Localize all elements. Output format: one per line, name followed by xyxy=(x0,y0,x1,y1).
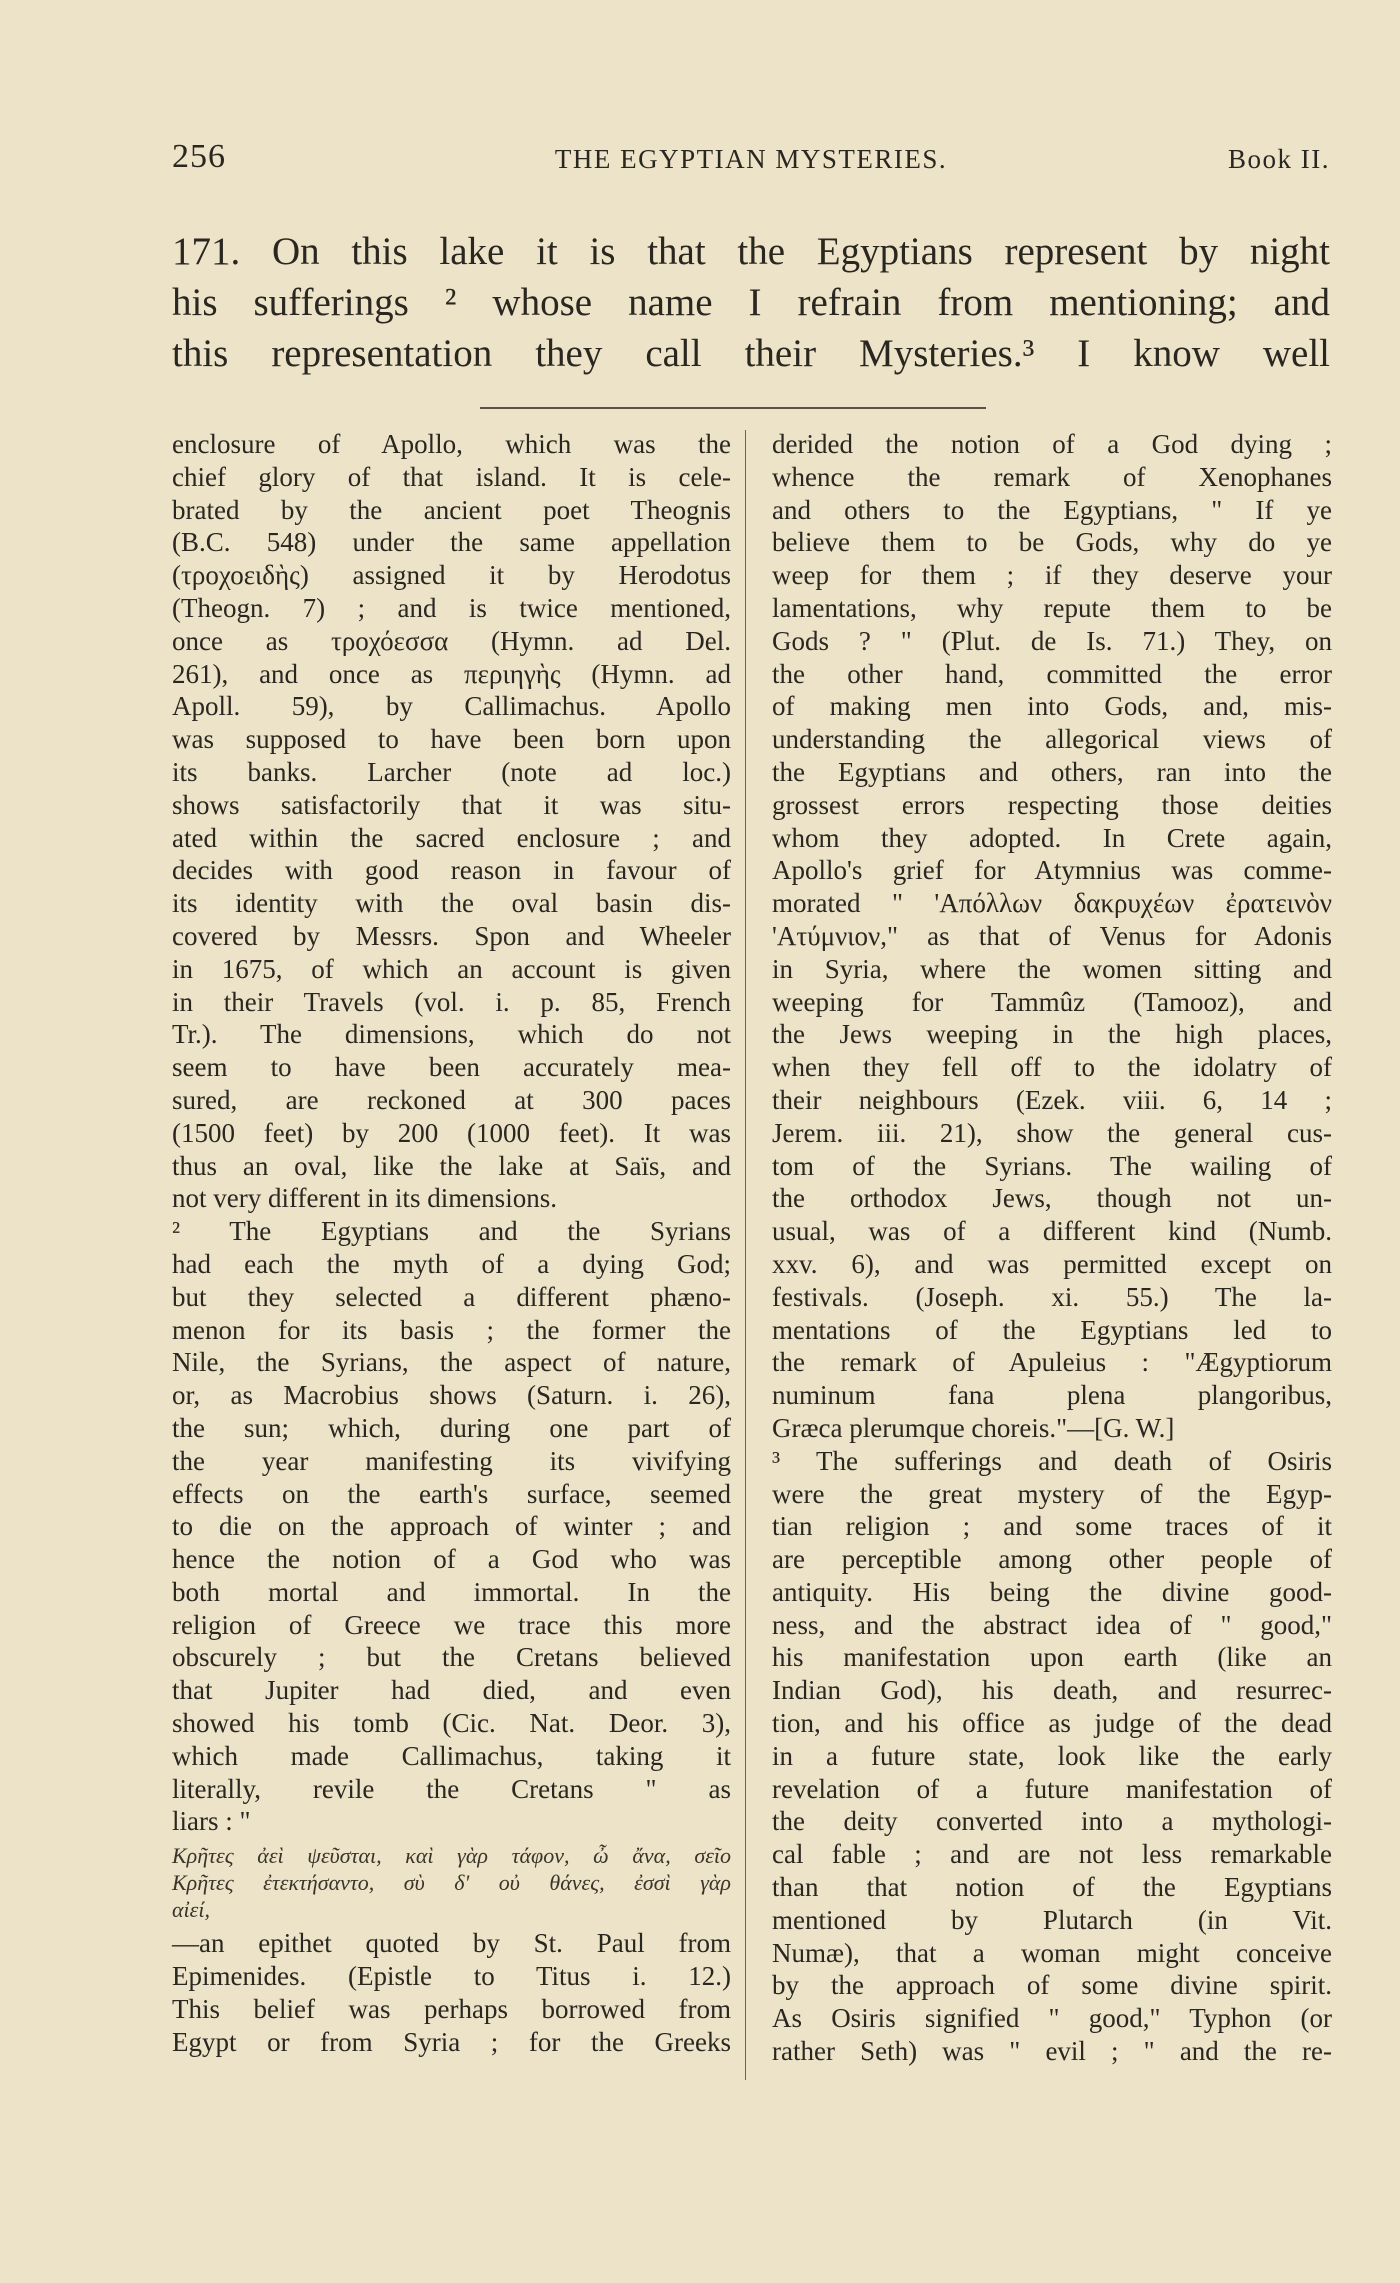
right-footnote-column xyxy=(772,428,1332,2068)
main-text-line: this representation they call their Mysteries.³ I know well xyxy=(172,332,1330,375)
footnote-line: their neighbours (Ezek. viii. 6, 14 ; xyxy=(772,1084,1332,1115)
greek-line: αἰεί, xyxy=(172,1897,210,1923)
footnote-line: to die on the approach of winter ; and xyxy=(172,1511,731,1542)
footnote-line: lamentations, why repute them to be xyxy=(772,592,1332,623)
footnote-line: the sun; which, during one part of xyxy=(172,1412,731,1443)
footnote-line: revelation of a future manifestation of xyxy=(772,1773,1332,1804)
footnote-line: religion of Greece we trace this more xyxy=(172,1609,731,1640)
footnote-line: Epimenides. (Epistle to Titus i. 12.) xyxy=(172,1961,731,1992)
footnote-line: tom of the Syrians. The wailing of xyxy=(772,1150,1332,1181)
main-text-line: 171. On this lake it is that the Egyptians represent by night xyxy=(172,230,1330,273)
footnote-line: the orthodox Jews, though not un- xyxy=(772,1183,1332,1214)
footnote-line: was supposed to have been born upon xyxy=(172,724,731,755)
footnote-line: both mortal and immortal. In the xyxy=(172,1576,731,1607)
footnote-line: than that notion of the Egyptians xyxy=(772,1872,1332,1903)
footnote-line: mentioned by Plutarch (in Vit. xyxy=(772,1904,1332,1935)
section-rule xyxy=(480,407,986,409)
main-text-line: his sufferings ² whose name I refrain from mentioning; and xyxy=(172,281,1330,324)
footnote-line: cal fable ; and are not less remarkable xyxy=(772,1839,1332,1870)
footnote-line: the other hand, committed the error xyxy=(772,658,1332,689)
footnote-line: liars : " xyxy=(172,1806,251,1837)
footnote-line: in a future state, look like the early xyxy=(772,1740,1332,1771)
footnote-line: understanding the allegorical views of xyxy=(772,724,1332,755)
footnote-line: were the great mystery of the Egyp- xyxy=(772,1478,1332,1509)
footnote-line: Gods ? " (Plut. de Is. 71.) They, on xyxy=(772,625,1332,656)
footnote-line: of making men into Gods, and, mis- xyxy=(772,691,1332,722)
footnote-line: had each the myth of a dying God; xyxy=(172,1248,731,1279)
footnote-line: in Syria, where the women sitting and xyxy=(772,953,1332,984)
footnote-line: and others to the Egyptians, " If ye xyxy=(772,494,1332,525)
greek-line: Κρῆτες ἐτεκτήσαντο, σὺ δ' οὐ θάνες, ἐσσὶ γὰρ xyxy=(172,1870,731,1896)
footnote-line: its identity with the oval basin dis- xyxy=(172,888,731,919)
footnote-line: weep for them ; if they deserve your xyxy=(772,560,1332,591)
footnote-line: antiquity. His being the divine good- xyxy=(772,1576,1332,1607)
footnote-line: 261), and once as περιηγὴς (Hymn. ad xyxy=(172,658,731,689)
footnote-line: whence the remark of Xenophanes xyxy=(772,461,1332,492)
footnote-line: (τροχοειδὴς) assigned it by Herodotus xyxy=(172,560,731,591)
footnote-line: thus an oval, like the lake at Saïs, and xyxy=(172,1150,731,1181)
greek-quotation xyxy=(172,1842,731,1923)
main-body-text xyxy=(172,226,1330,379)
page-header xyxy=(172,138,1330,188)
footnote-line: the year manifesting its vivifying xyxy=(172,1445,731,1476)
footnote-line: Græca plerumque choreis."—[G. W.] xyxy=(772,1412,1175,1443)
footnote-line: rather Seth) was " evil ; " and the re- xyxy=(772,2036,1332,2067)
footnote-line: the remark of Apuleius : "Ægyptiorum xyxy=(772,1347,1332,1378)
footnote-line: Nile, the Syrians, the aspect of nature, xyxy=(172,1347,731,1378)
footnote-line: once as τροχόεσσα (Hymn. ad Del. xyxy=(172,625,731,656)
footnote-line: are perceptible among other people of xyxy=(772,1544,1332,1575)
footnote-line: Tr.). The dimensions, which do not xyxy=(172,1019,731,1050)
footnote-line: which made Callimachus, taking it xyxy=(172,1740,731,1771)
footnote-line: xxv. 6), and was permitted except on xyxy=(772,1248,1332,1279)
footnote-line: derided the notion of a God dying ; xyxy=(772,429,1332,459)
footnote-line: Apollo's grief for Atymnius was comme- xyxy=(772,855,1332,886)
footnote-line: usual, was of a different kind (Numb. xyxy=(772,1216,1332,1247)
footnote-line: Egypt or from Syria ; for the Greeks xyxy=(172,2026,731,2057)
footnote-line: enclosure of Apollo, which was the xyxy=(172,429,731,459)
footnote-line: weeping for Tammûz (Tamooz), and xyxy=(772,986,1332,1017)
footnote-line: tion, and his office as judge of the dead xyxy=(772,1708,1332,1739)
footnote-line: shows satisfactorily that it was situ- xyxy=(172,789,731,820)
footnote-line: numinum fana plena plangoribus, xyxy=(772,1380,1332,1411)
footnote-line: ² The Egyptians and the Syrians xyxy=(172,1216,731,1247)
footnote-line: Jerem. iii. 21), show the general cus- xyxy=(772,1117,1332,1148)
footnote-line: whom they adopted. In Crete again, xyxy=(772,822,1332,853)
footnote-line: grossest errors respecting those deities xyxy=(772,789,1332,820)
footnote-line: 'Ατύμνιον," as that of Venus for Adonis xyxy=(772,920,1332,951)
footnote-line: its banks. Larcher (note ad loc.) xyxy=(172,756,731,787)
footnote-line: the Egyptians and others, ran into the xyxy=(772,756,1332,787)
footnote-line: hence the notion of a God who was xyxy=(172,1544,731,1575)
footnote-line: This belief was perhaps borrowed from xyxy=(172,1993,731,2024)
footnote-line: (B.C. 548) under the same appellation xyxy=(172,527,731,558)
footnote-line: morated " 'Απόλλων δακρυχέων ἐρατεινὸν xyxy=(772,888,1332,919)
footnote-line: sured, are reckoned at 300 paces xyxy=(172,1084,731,1115)
footnote-line: Apoll. 59), by Callimachus. Apollo xyxy=(172,691,731,722)
footnote-line: brated by the ancient poet Theognis xyxy=(172,494,731,525)
footnote-line: As Osiris signified " good," Typhon (or xyxy=(772,2003,1332,2034)
footnote-line: ness, and the abstract idea of " good," xyxy=(772,1609,1332,1640)
footnote-line: believe them to be Gods, why do ye xyxy=(772,527,1332,558)
footnote-line: decides with good reason in favour of xyxy=(172,855,731,886)
book-label: Book II. xyxy=(1228,144,1330,174)
footnote-line: effects on the earth's surface, seemed xyxy=(172,1478,731,1509)
footnote-line: —an epithet quoted by St. Paul from xyxy=(172,1928,731,1959)
footnote-line: in their Travels (vol. i. p. 85, French xyxy=(172,986,731,1017)
footnote-line: not very different in its dimensions. xyxy=(172,1183,557,1214)
footnote-line: festivals. (Joseph. xi. 55.) The la- xyxy=(772,1281,1332,1312)
footnote-line: that Jupiter had died, and even xyxy=(172,1675,731,1706)
footnote-line: obscurely ; but the Cretans believed xyxy=(172,1642,731,1673)
footnote-line: tian religion ; and some traces of it xyxy=(772,1511,1332,1542)
footnote-line: Numæ), that a woman might conceive xyxy=(772,1937,1332,1968)
footnote-line: (1500 feet) by 200 (1000 feet). It was xyxy=(172,1117,731,1148)
left-footnote-column xyxy=(172,428,731,2058)
footnote-line: in 1675, of which an account is given xyxy=(172,953,731,984)
footnote-line: but they selected a different phæno- xyxy=(172,1281,731,1312)
page-number: 256 xyxy=(172,138,226,175)
footnote-line: (Theogn. 7) ; and is twice mentioned, xyxy=(172,592,731,623)
footnote-line: his manifestation upon earth (like an xyxy=(772,1642,1332,1673)
greek-line: Κρῆτες ἀεὶ ψεῦσται, καὶ γὰρ τάφον, ὦ ἄνα, σεῖο xyxy=(172,1843,731,1869)
footnote-line: or, as Macrobius shows (Saturn. i. 26), xyxy=(172,1380,731,1411)
footnote-line: covered by Messrs. Spon and Wheeler xyxy=(172,920,731,951)
footnote-line: by the approach of some divine spirit. xyxy=(772,1970,1332,2001)
footnote-line: seem to have been accurately mea- xyxy=(172,1052,731,1083)
footnote-line: ated within the sacred enclosure ; and xyxy=(172,822,731,853)
running-title: THE EGYPTIAN MYSTERIES. xyxy=(554,144,948,174)
footnote-line: when they fell off to the idolatry of xyxy=(772,1052,1332,1083)
footnote-line: Indian God), his death, and resurrec- xyxy=(772,1675,1332,1706)
footnote-line: showed his tomb (Cic. Nat. Deor. 3), xyxy=(172,1708,731,1739)
footnote-line: mentations of the Egyptians led to xyxy=(772,1314,1332,1345)
footnote-line: menon for its basis ; the former the xyxy=(172,1314,731,1345)
footnote-line: ³ The sufferings and death of Osiris xyxy=(772,1445,1332,1476)
footnote-line: the deity converted into a mythologi- xyxy=(772,1806,1332,1837)
column-divider xyxy=(745,430,746,2080)
footnote-line: the Jews weeping in the high places, xyxy=(772,1019,1332,1050)
footnote-line: literally, revile the Cretans " as xyxy=(172,1773,731,1804)
footnote-line: chief glory of that island. It is cele- xyxy=(172,461,731,492)
